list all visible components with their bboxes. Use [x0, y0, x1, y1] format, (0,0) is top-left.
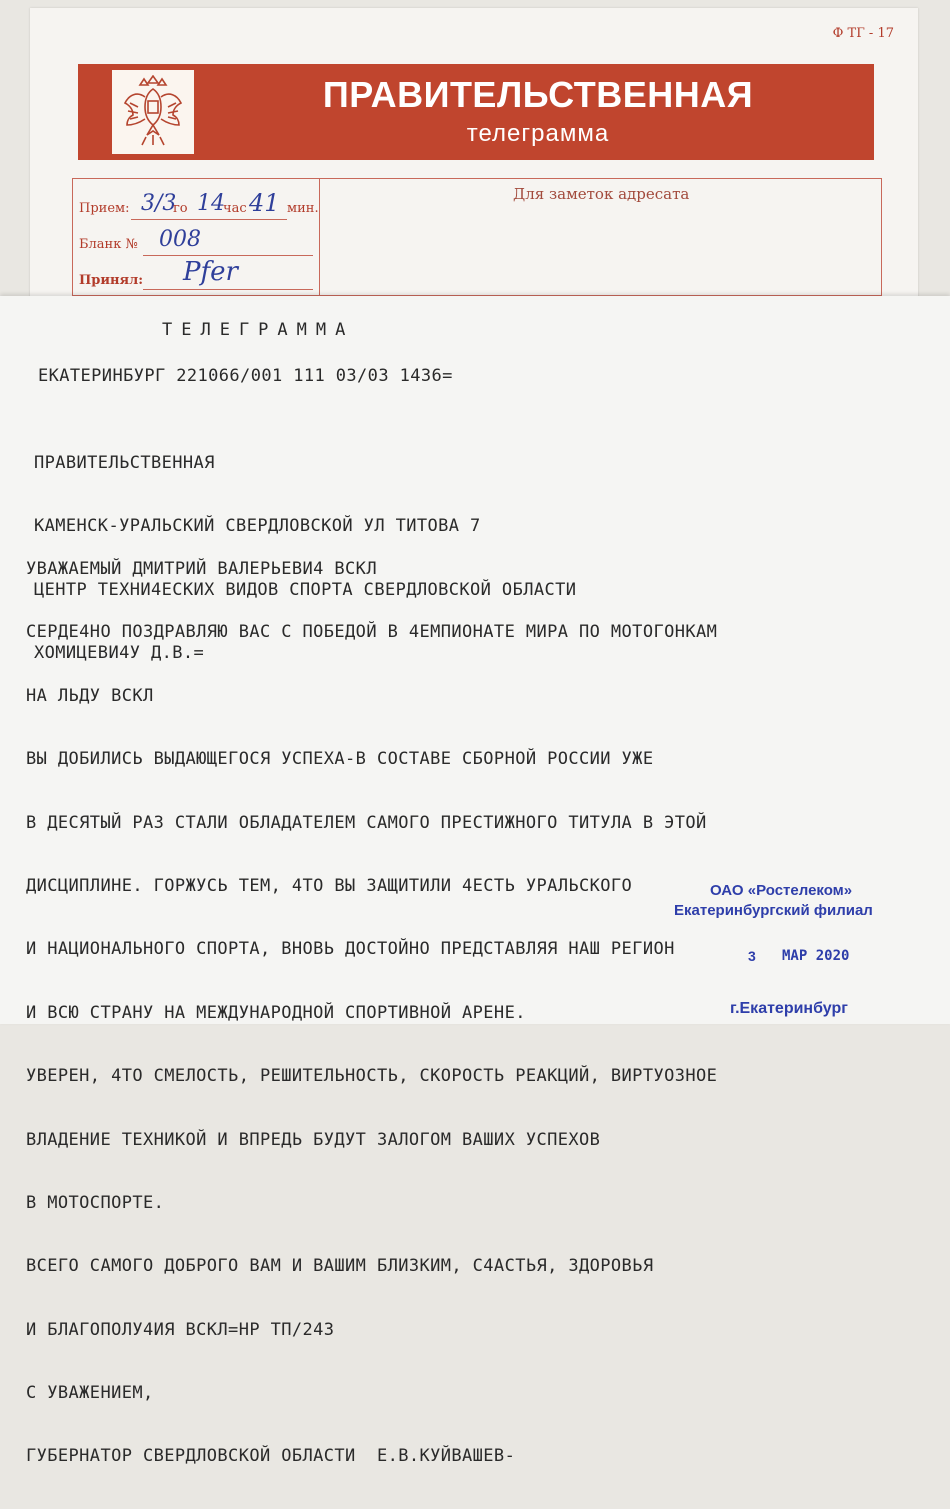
- form-code: Ф ТГ - 17: [832, 26, 894, 41]
- telegram-heading: ТЕЛЕГРАММА: [162, 320, 355, 340]
- received-label: Прием:: [79, 201, 130, 216]
- address-line: ПРАВИТЕЛЬСТВЕННАЯ: [34, 453, 215, 473]
- received-min-label: мин.: [287, 201, 319, 216]
- received-day: 3/3: [141, 191, 177, 216]
- body-line: УВАЖАЕМЫЙ ДМИТРИЙ ВАЛЕРЬЕВИ4 ВСКЛ: [26, 559, 377, 579]
- registration-box: [72, 178, 882, 296]
- received-hour-label: час: [223, 201, 247, 216]
- banner-subtitle: телеграмма: [466, 120, 610, 147]
- notes-divider: [319, 179, 320, 295]
- stamp-org: ОАО «Ростелеком»: [710, 882, 853, 899]
- address-line: КАМЕНСК-УРАЛЬСКИЙ СВЕРДЛОВСКОЙ УЛ ТИТОВА 7: [34, 516, 481, 537]
- body-line: ВСЕГО САМОГО ДОБРОГО ВАМ И ВАШИМ БЛИЗКИМ, С4АСТЬЯ, ЗДОРОВЬЯ: [26, 1256, 654, 1277]
- stamp-branch: Екатеринбургский филиал: [674, 902, 873, 919]
- body-line: С УВАЖЕНИЕМ,: [26, 1383, 154, 1404]
- body-line: ГУБЕРНАТОР СВЕРДЛОВСКОЙ ОБЛАСТИ Е.В.КУЙВАШЕВ-: [26, 1446, 516, 1467]
- notes-label: Для заметок адресата: [513, 185, 690, 203]
- blank-number-value: 008: [159, 227, 201, 252]
- banner-title: ПРАВИТЕЛЬСТВЕННАЯ: [322, 74, 754, 115]
- body-line: ВЫ ДОБИЛИСЬ ВЫДАЮЩЕГОСЯ УСПЕХА-В СОСТАВЕ СБОРНОЙ РОССИИ УЖЕ: [26, 749, 654, 770]
- body-line: ВЛАДЕНИЕ ТЕХНИКОЙ И ВПРЕДЬ БУДУТ ЗАЛОГОМ ВАШИХ УСПЕХОВ: [26, 1129, 601, 1150]
- header-banner: [78, 64, 874, 160]
- body-line: ДИСЦИПЛИНЕ. ГОРЖУСЬ ТЕМ, 4ТО ВЫ ЗАЩИТИЛИ 4ЕСТЬ УРАЛЬСКОГО: [26, 875, 633, 896]
- address-line: ХОМИЦЕВИ4У Д.В.=: [34, 643, 205, 664]
- stamp-month-year: МАР 2020: [782, 948, 850, 964]
- blank-underline: [143, 255, 313, 256]
- body-line: В МОТОСПОРТЕ.: [26, 1192, 165, 1213]
- body-line: И БЛАГОПОЛУ4ИЯ ВСКЛ=НР ТП/243: [26, 1319, 335, 1340]
- accepted-underline: [143, 289, 313, 290]
- body-line: СЕРДЕ4НО ПОЗДРАВЛЯЮ ВАС С ПОБЕДОЙ В 4ЕМПИОНАТЕ МИРА ПО МОТОГОНКАМ: [26, 622, 718, 643]
- body-line: И ВСЮ СТРАНУ НА МЕЖДУНАРОДНОЙ СПОРТИВНОЙ АРЕНЕ.: [26, 1002, 526, 1023]
- body-line: В ДЕСЯТЫЙ РАЗ СТАЛИ ОБЛАДАТЕЛЕМ САМОГО ПРЕСТИЖНОГО ТИТУЛА В ЭТОЙ: [26, 812, 707, 833]
- stamp-day: 3: [748, 948, 756, 964]
- post-office-stamp: [660, 876, 930, 1024]
- received-hour: 14: [197, 191, 225, 216]
- stamp-city: г.Екатеринбург: [730, 1000, 848, 1017]
- body-line: И НАЦИОНАЛЬНОГО СПОРТА, ВНОВЬ ДОСТОЙНО ПРЕДСТАВЛЯЯ НАШ РЕГИОН: [26, 939, 675, 960]
- body-line: УВЕРЕН, 4ТО СМЕЛОСТЬ, РЕШИТЕЛЬНОСТЬ, СКОРОСТЬ РЕАКЦИЙ, ВИРТУОЗНОЕ: [26, 1066, 718, 1087]
- body-line: НА ЛЬДУ ВСКЛ: [26, 685, 154, 706]
- received-go-label: го: [173, 201, 188, 216]
- telegram-form-blank: [30, 8, 918, 318]
- received-minute: 41: [249, 189, 280, 217]
- accepted-label: Принял:: [79, 273, 144, 288]
- telegram-header-line: ЕКАТЕРИНБУРГ 221066/001 111 03/03 1436=: [38, 366, 453, 386]
- received-underline: [131, 219, 287, 220]
- coat-of-arms-icon: [112, 70, 194, 154]
- address-line: ЦЕНТР ТЕХНИ4ЕСКИХ ВИДОВ СПОРТА СВЕРДЛОВСКОЙ ОБЛАСТИ: [34, 579, 577, 600]
- message-body: [26, 518, 717, 1509]
- blank-number-label: Бланк №: [79, 237, 138, 252]
- accepted-signature: Рfer: [183, 257, 238, 287]
